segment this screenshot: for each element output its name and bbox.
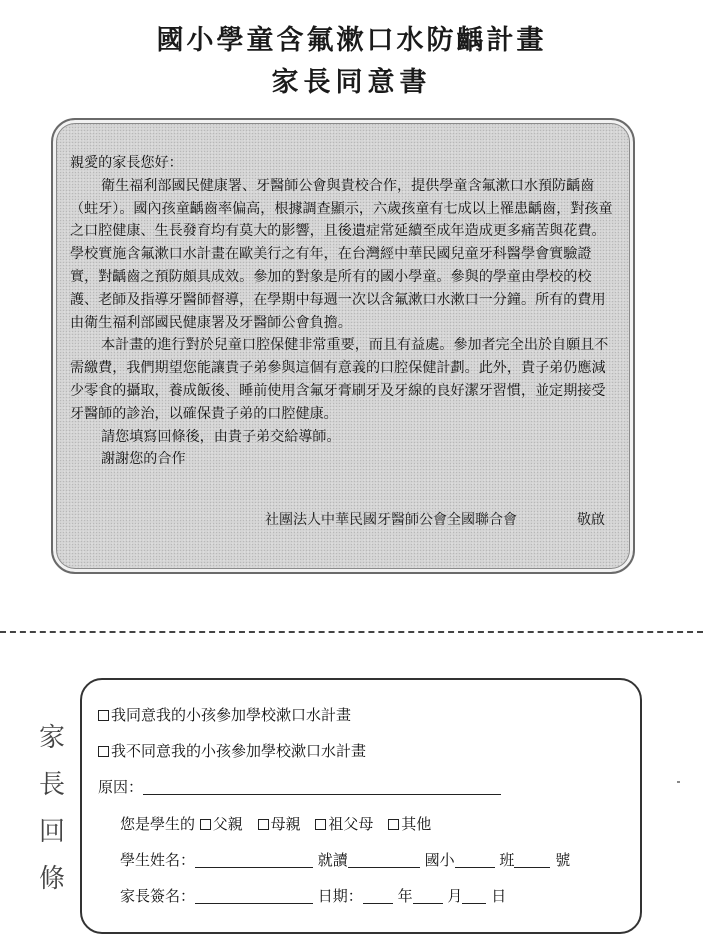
- signature-organization: 社團法人中華民國牙醫師公會全國聯合會: [265, 512, 517, 528]
- relation-option-other[interactable]: [388, 815, 431, 833]
- mother-label: 母親: [270, 815, 301, 833]
- school-attend-label: 就讀: [317, 851, 348, 869]
- day-field[interactable]: [462, 889, 486, 904]
- grandparent-label: 祖父母: [328, 815, 374, 833]
- agree-label: 我同意我的小孩參加學校漱口水計畫: [111, 706, 352, 724]
- day-label: 日: [491, 887, 507, 905]
- letter-signature: [265, 509, 605, 529]
- relation-option-father[interactable]: [200, 815, 243, 833]
- parent-sign-row: [120, 885, 506, 906]
- relation-option-grandparent[interactable]: [315, 815, 373, 833]
- other-label: 其他: [401, 815, 432, 833]
- father-checkbox[interactable]: [200, 819, 211, 830]
- letter-paragraph-1: 衛生福利部國民健康署、牙醫師公會與貴校合作，提供學童含氟漱口水預防齲齒（蛀牙）。國內孩童齲齒率偏高，根據調查顯示，六歲孩童有七成以上罹患齲齒，對孩童之口腔健康、生長發育均有莫大的影響，且後遺症常延續至成年造成更多痛苦與花費。學校實施含氟漱口水計畫在歐美行之有年，在台灣經中華民國兒童牙科醫學會實驗證實，對齲齒之預防頗具成效。參加的對象是所有的國小學童。參與的學童由學校的校護、老師及指導牙醫師督導，在學期中每週一次以含氟漱口水漱口一分鐘。所有的費用由衛生福利部國民健康署及牙醫師公會負擔。: [70, 177, 613, 331]
- reply-label-char: 條: [38, 864, 65, 894]
- father-label: 父親: [212, 815, 243, 833]
- reply-label-char: 長: [38, 770, 65, 800]
- reply-slip-form: [80, 678, 642, 934]
- mother-checkbox[interactable]: [258, 819, 269, 830]
- month-field[interactable]: [413, 889, 443, 904]
- reply-label-char: 家: [38, 723, 65, 753]
- signature-salutation: 敬啟: [577, 512, 605, 528]
- scan-speck: [677, 781, 680, 783]
- reply-slip-label: [34, 715, 70, 903]
- disagree-label: 我不同意我的小孩參加學校漱口水計畫: [111, 742, 367, 760]
- document-subtitle: 家長同意書: [271, 67, 432, 98]
- reason-row: [98, 776, 501, 797]
- letter-panel: [51, 118, 635, 574]
- letter-body: [70, 152, 616, 471]
- relation-prefix: 您是學生的: [120, 815, 196, 833]
- class-label: 班: [499, 851, 515, 869]
- letter-paragraph-3: 請您填寫回條後，由貴子弟交給導師。: [101, 428, 341, 445]
- grandparent-checkbox[interactable]: [315, 819, 326, 830]
- reason-field[interactable]: [143, 780, 501, 795]
- student-name-field[interactable]: [195, 853, 313, 868]
- relation-option-mother[interactable]: [258, 815, 301, 833]
- reply-label-char: 回: [38, 817, 65, 847]
- agree-option[interactable]: [98, 704, 351, 725]
- class-field[interactable]: [455, 853, 495, 868]
- letter-greeting: 親愛的家長您好：: [70, 155, 183, 171]
- relation-row: [120, 813, 441, 834]
- seat-number-field[interactable]: [514, 853, 550, 868]
- parent-signature-field[interactable]: [195, 889, 313, 904]
- year-label: 年: [397, 887, 413, 905]
- school-name-field[interactable]: [348, 853, 420, 868]
- year-field[interactable]: [363, 889, 393, 904]
- parent-sign-label: 家長簽名：: [120, 887, 196, 905]
- other-checkbox[interactable]: [388, 819, 399, 830]
- document-title: 國小學童含氟漱口水防齲計畫: [156, 25, 547, 56]
- disagree-option[interactable]: [98, 740, 366, 761]
- school-suffix-label: 國小: [424, 851, 455, 869]
- disagree-checkbox[interactable]: [98, 746, 109, 757]
- letter-paragraph-2: 本計畫的進行對於兒童口腔保健非常重要，而且有益處。參加者完全出於自願且不需繳費，我們期望您能讓貴子弟參與這個有意義的口腔保健計劃。此外，貴子弟仍應減少零食的攝取，養成飯後、睡前使用含氟牙膏刷牙及牙線的良好潔牙習慣，並定期接受牙醫師的診治，以確保貴子弟的口腔健康。: [70, 337, 609, 422]
- agree-checkbox[interactable]: [98, 710, 109, 721]
- student-info-row: [120, 849, 570, 870]
- month-label: 月: [447, 887, 463, 905]
- student-name-label: 學生姓名：: [120, 851, 196, 869]
- letter-closing: 謝謝您的合作: [101, 451, 186, 468]
- reason-label: 原因：: [98, 778, 144, 796]
- date-label: 日期：: [317, 887, 363, 905]
- cut-line-divider: [0, 631, 703, 633]
- number-label: 號: [555, 851, 571, 869]
